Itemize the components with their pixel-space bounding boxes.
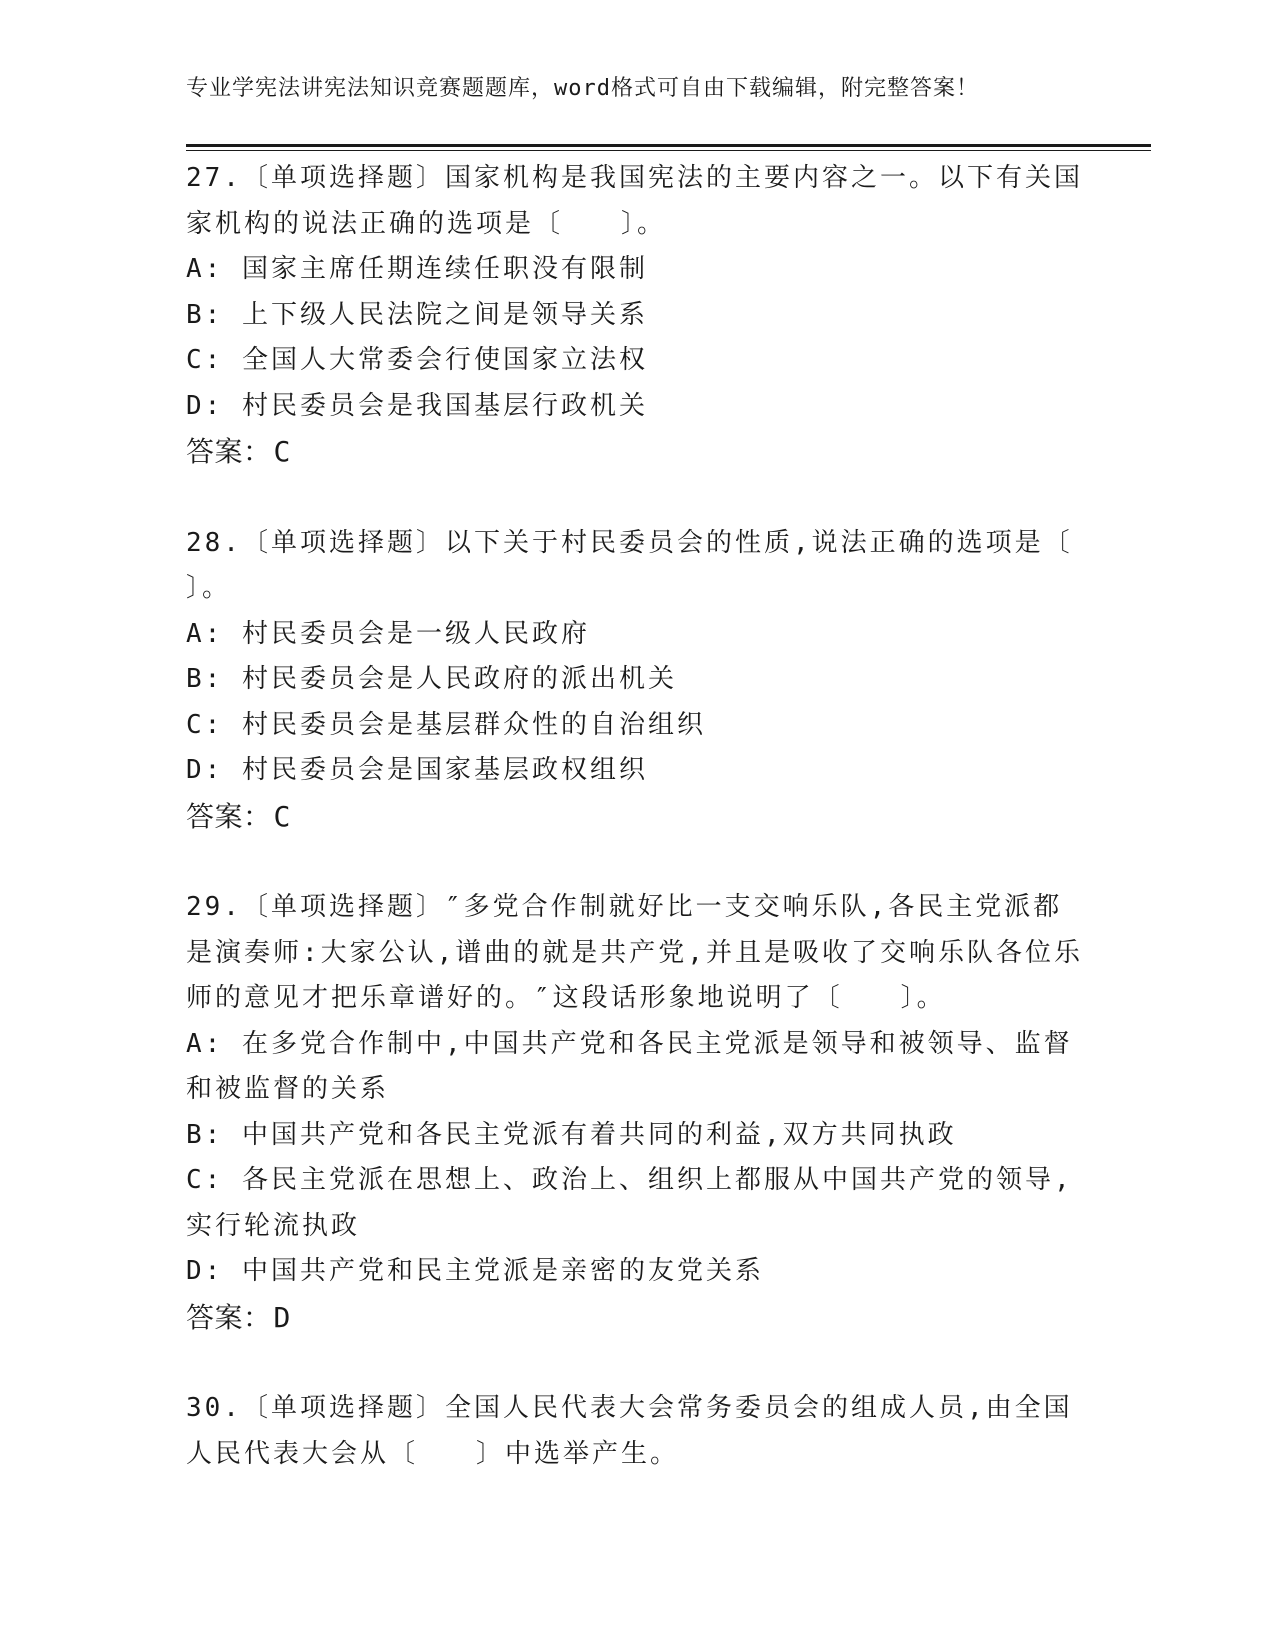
header-rule-thin	[186, 150, 1151, 151]
option-b: B: 上下级人民法院之间是领导关系	[186, 299, 648, 330]
answer-label: 答案：	[186, 1300, 272, 1334]
option-a: A: 国家主席任期连续任职没有限制	[186, 254, 648, 284]
answer-line	[186, 794, 1091, 840]
question-list	[186, 156, 1091, 1477]
question-stem-line: 是演奏师:大家公认,谱曲的就是共产党,并且是吸收了交响乐队各位乐	[186, 937, 1083, 968]
option-d: D: 村民委员会是我国基层行政机关	[186, 390, 648, 421]
answer-label: 答案：	[186, 435, 272, 468]
question-stem-line: 〕。	[186, 573, 232, 603]
question-stem-line: 家机构的说法正确的选项是〔 〕。	[186, 208, 667, 239]
question-28	[186, 521, 1091, 840]
option-a-continued: 和被监督的关系	[186, 1074, 390, 1104]
header-rule-thick	[186, 144, 1151, 147]
question-stem-line: 27.〔单项选择题〕国家机构是我国宪法的主要内容之一。以下有关国	[186, 163, 1083, 193]
question-stem-line: 29.〔单项选择题〕″多党合作制就好比一支交响乐队,各民主党派都	[186, 892, 1063, 922]
question-stem-line: 30.〔单项选择题〕全国人民代表大会常务委员会的组成人员,由全国	[186, 1393, 1073, 1423]
option-b: B: 中国共产党和各民主党派有着共同的利益,双方共同执政	[186, 1119, 957, 1150]
question-27	[186, 156, 1091, 475]
option-d: D: 中国共产党和民主党派是亲密的友党关系	[186, 1256, 764, 1286]
option-c: C: 村民委员会是基层群众性的自治组织	[186, 709, 706, 740]
question-stem-line: 28.〔单项选择题〕以下关于村民委员会的性质,说法正确的选项是〔	[186, 527, 1073, 558]
answer-value: C	[273, 799, 291, 833]
question-stem-line: 师的意见才把乐章谱好的。″这段话形象地说明了〔 〕。	[186, 983, 946, 1013]
option-b: B: 村民委员会是人民政府的派出机关	[186, 664, 677, 694]
option-a: A: 在多党合作制中,中国共产党和各民主党派是领导和被领导、监督	[186, 1028, 1073, 1059]
answer-line	[186, 429, 1091, 475]
option-c-continued: 实行轮流执政	[186, 1210, 361, 1241]
option-d: D: 村民委员会是国家基层政权组织	[186, 755, 648, 785]
answer-line	[186, 1295, 1091, 1341]
question-29	[186, 885, 1091, 1340]
question-stem-line: 人民代表大会从〔 〕中选举产生。	[186, 1438, 680, 1469]
answer-value: C	[273, 435, 291, 468]
question-30	[186, 1386, 1091, 1477]
page-header: 专业学宪法讲宪法知识竞赛题题库，word格式可自由下载编辑，附完整答案！	[186, 76, 979, 101]
answer-value: D	[273, 1300, 291, 1334]
option-a: A: 村民委员会是一级人民政府	[186, 618, 590, 649]
option-c: C: 各民主党派在思想上、政治上、组织上都服从中国共产党的领导,	[186, 1165, 1073, 1195]
option-c: C: 全国人大常委会行使国家立法权	[186, 345, 648, 375]
answer-label: 答案：	[186, 799, 272, 833]
